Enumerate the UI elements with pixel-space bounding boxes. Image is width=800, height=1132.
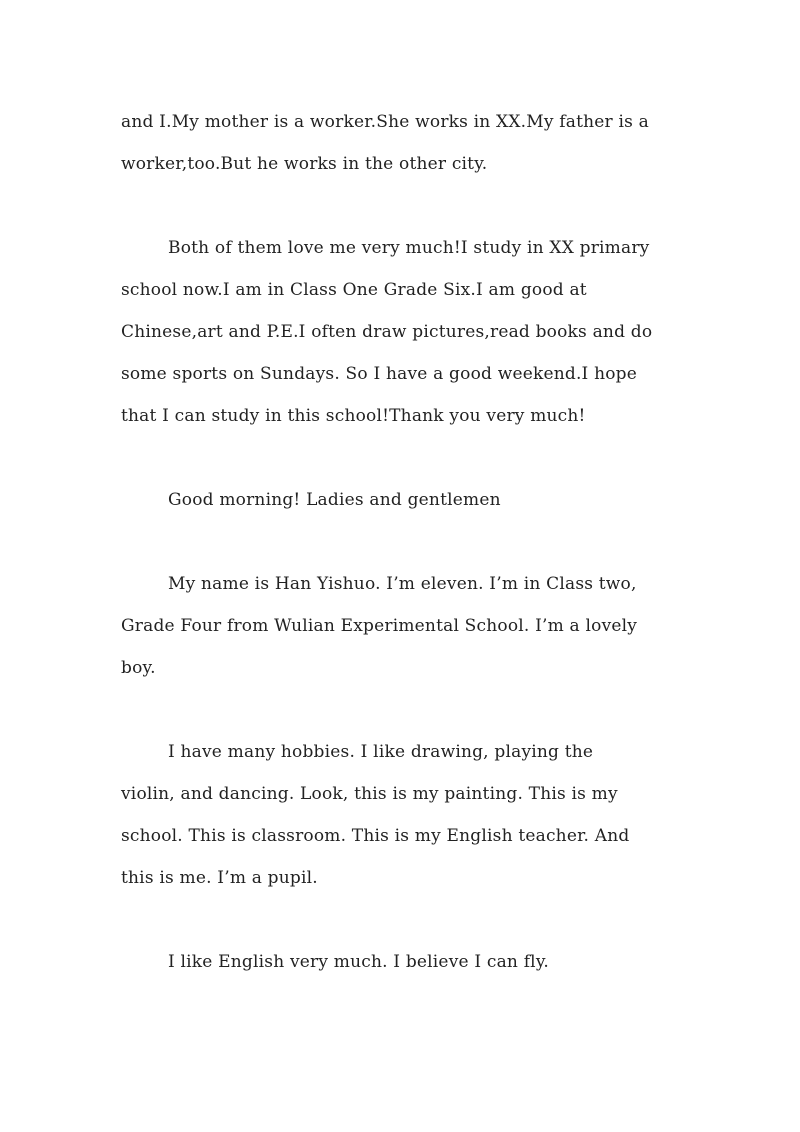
- text-line: that I can study in this school!Thank you very much!: [121, 406, 586, 426]
- text-line: I like English very much. I believe I can fly.: [168, 952, 549, 972]
- text-line: school. This is classroom. This is my English teacher. And: [121, 826, 630, 846]
- text-line: this is me. I’m a pupil.: [121, 868, 318, 888]
- text-line: school now.I am in Class One Grade Six.I am good at: [121, 280, 587, 300]
- paragraph-school: [121, 227, 681, 437]
- text-line: Grade Four from Wulian Experimental School. I’m a lovely: [121, 616, 638, 636]
- text-line: and I.My mother is a worker.She works in XX.My father is a: [121, 112, 649, 132]
- text-line: My name is Han Yishuo. I’m eleven. I’m in Class two,: [168, 574, 637, 594]
- text-line: Both of them love me very much!I study in XX primary: [168, 238, 650, 258]
- paragraph-greeting: [121, 479, 681, 521]
- text-line: some sports on Sundays. So I have a good weekend.I hope: [121, 364, 638, 384]
- paragraph-introduction: [121, 563, 681, 689]
- text-line: Chinese,art and P.E.I often draw pictures,read books and do: [121, 322, 653, 342]
- paragraph-hobbies: [121, 731, 681, 899]
- text-line: violin, and dancing. Look, this is my painting. This is my: [121, 784, 618, 804]
- text-line: Good morning! Ladies and gentlemen: [168, 490, 501, 510]
- text-line: I have many hobbies. I like drawing, playing the: [168, 742, 594, 762]
- paragraph-english: [121, 941, 681, 983]
- text-line: worker,too.But he works in the other city.: [121, 154, 488, 174]
- paragraph-family: [121, 101, 681, 185]
- document-body: [121, 101, 681, 1025]
- text-line: boy.: [121, 658, 156, 678]
